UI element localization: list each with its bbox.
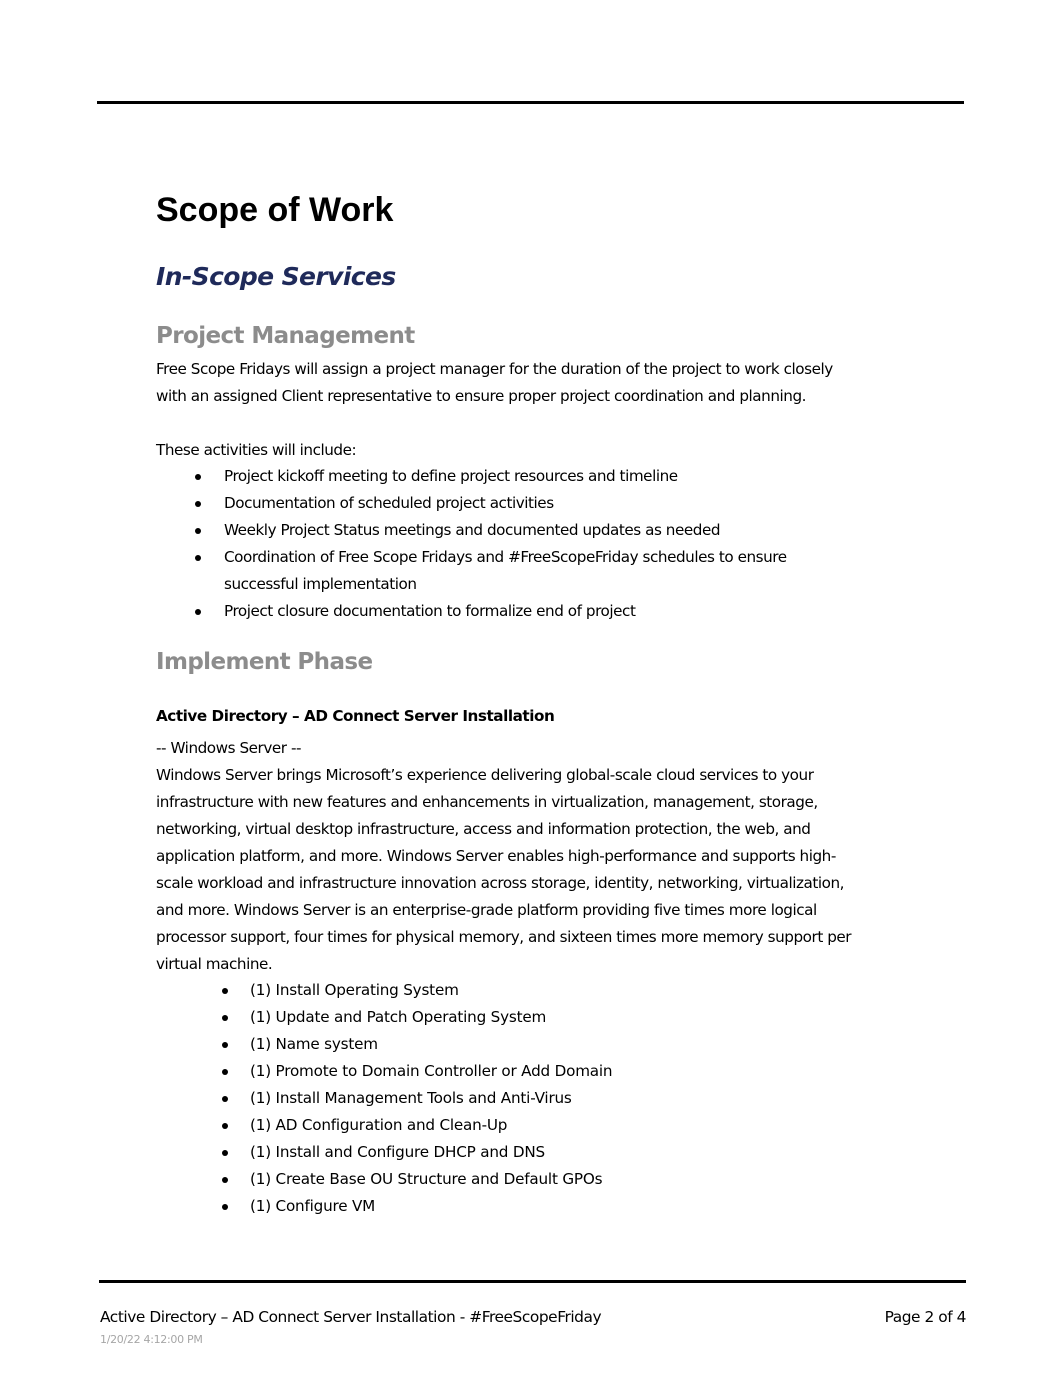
list-item-text: (1) AD Configuration and Clean-Up [250, 1116, 508, 1134]
list-item [156, 1031, 856, 1058]
bullet-icon [222, 1042, 228, 1048]
bullet-icon [222, 1204, 228, 1210]
section-heading-in-scope-services: In-Scope Services [156, 262, 396, 291]
bullet-icon [222, 988, 228, 994]
bullet-icon [222, 1177, 228, 1183]
subsection-title: Active Directory – AD Connect Server Installation [156, 707, 555, 725]
list-item-text: Coordination of Free Scope Fridays and #FreeScopeFriday schedules to ensure successful implementation [224, 548, 787, 593]
bullet-icon [195, 528, 201, 534]
list-item [156, 1004, 856, 1031]
tasks-list [156, 977, 856, 1220]
list-item [156, 977, 856, 1004]
description-line: virtual machine. [156, 955, 273, 973]
description-line: application platform, and more. Windows Server enables high-performance and supports high- [156, 847, 836, 865]
heading-implement-phase: Implement Phase [156, 649, 373, 675]
list-item [156, 544, 856, 598]
description-line: networking, virtual desktop infrastructure, access and information protection, the web, and [156, 820, 811, 838]
bullet-icon [195, 501, 201, 507]
bullet-icon [222, 1096, 228, 1102]
intro-line: with an assigned Client representative to ensure proper project coordination and planning. [156, 387, 807, 405]
intro-line: Free Scope Fridays will assign a project manager for the duration of the project to work closely [156, 360, 833, 378]
list-item-text: Project kickoff meeting to define project resources and timeline [224, 467, 678, 485]
list-item [156, 1058, 856, 1085]
description-line: Windows Server brings Microsoft’s experience delivering global-scale cloud services to your [156, 766, 814, 784]
list-item-text: (1) Configure VM [250, 1197, 376, 1215]
list-item-text: (1) Install and Configure DHCP and DNS [250, 1143, 545, 1161]
bullet-icon [222, 1150, 228, 1156]
bullet-icon [195, 474, 201, 480]
footer-rule [99, 1280, 966, 1283]
description-line: processor support, four times for physical memory, and sixteen times more memory support per [156, 928, 852, 946]
bullet-icon [222, 1015, 228, 1021]
description-line: scale workload and infrastructure innovation across storage, identity, networking, virtualization, [156, 874, 845, 892]
list-item-text: (1) Install Management Tools and Anti-Virus [250, 1089, 572, 1107]
product-description [156, 762, 936, 978]
list-item [156, 517, 856, 544]
product-label: -- Windows Server -- [156, 739, 302, 757]
list-item-text: Documentation of scheduled project activities [224, 494, 554, 512]
bullet-icon [222, 1123, 228, 1129]
list-item-text: (1) Update and Patch Operating System [250, 1008, 547, 1026]
list-item-text: Project closure documentation to formalize end of project [224, 602, 636, 620]
description-line: infrastructure with new features and enhancements in virtualization, management, storage, [156, 793, 818, 811]
list-item [156, 1193, 856, 1220]
footer-timestamp: 1/20/22 4:12:00 PM [100, 1333, 203, 1346]
bullet-icon [195, 555, 201, 561]
list-item [156, 1139, 856, 1166]
bullet-icon [222, 1069, 228, 1075]
bullet-icon [195, 609, 201, 615]
list-item-text: (1) Promote to Domain Controller or Add Domain [250, 1062, 613, 1080]
list-item [156, 598, 856, 625]
list-item [156, 1166, 856, 1193]
list-item-text: (1) Create Base OU Structure and Default GPOs [250, 1170, 603, 1188]
list-item-text: (1) Name system [250, 1035, 378, 1053]
list-item [156, 463, 856, 490]
list-item [156, 1085, 856, 1112]
document-title: Scope of Work [156, 191, 394, 229]
list-item [156, 1112, 856, 1139]
description-line: and more. Windows Server is an enterprise-grade platform providing five times more logical [156, 901, 817, 919]
heading-project-management: Project Management [156, 323, 415, 349]
list-item [156, 490, 856, 517]
list-item-text: Weekly Project Status meetings and documented updates as needed [224, 521, 721, 539]
footer-page-indicator: Page 2 of 4 [884, 1308, 966, 1326]
activities-lead: These activities will include: [156, 441, 357, 459]
list-item-text: (1) Install Operating System [250, 981, 459, 999]
activities-list [156, 463, 856, 625]
footer-document-name: Active Directory – AD Connect Server Installation - #FreeScopeFriday [100, 1308, 602, 1326]
header-rule [97, 101, 964, 104]
project-management-intro [156, 356, 926, 410]
